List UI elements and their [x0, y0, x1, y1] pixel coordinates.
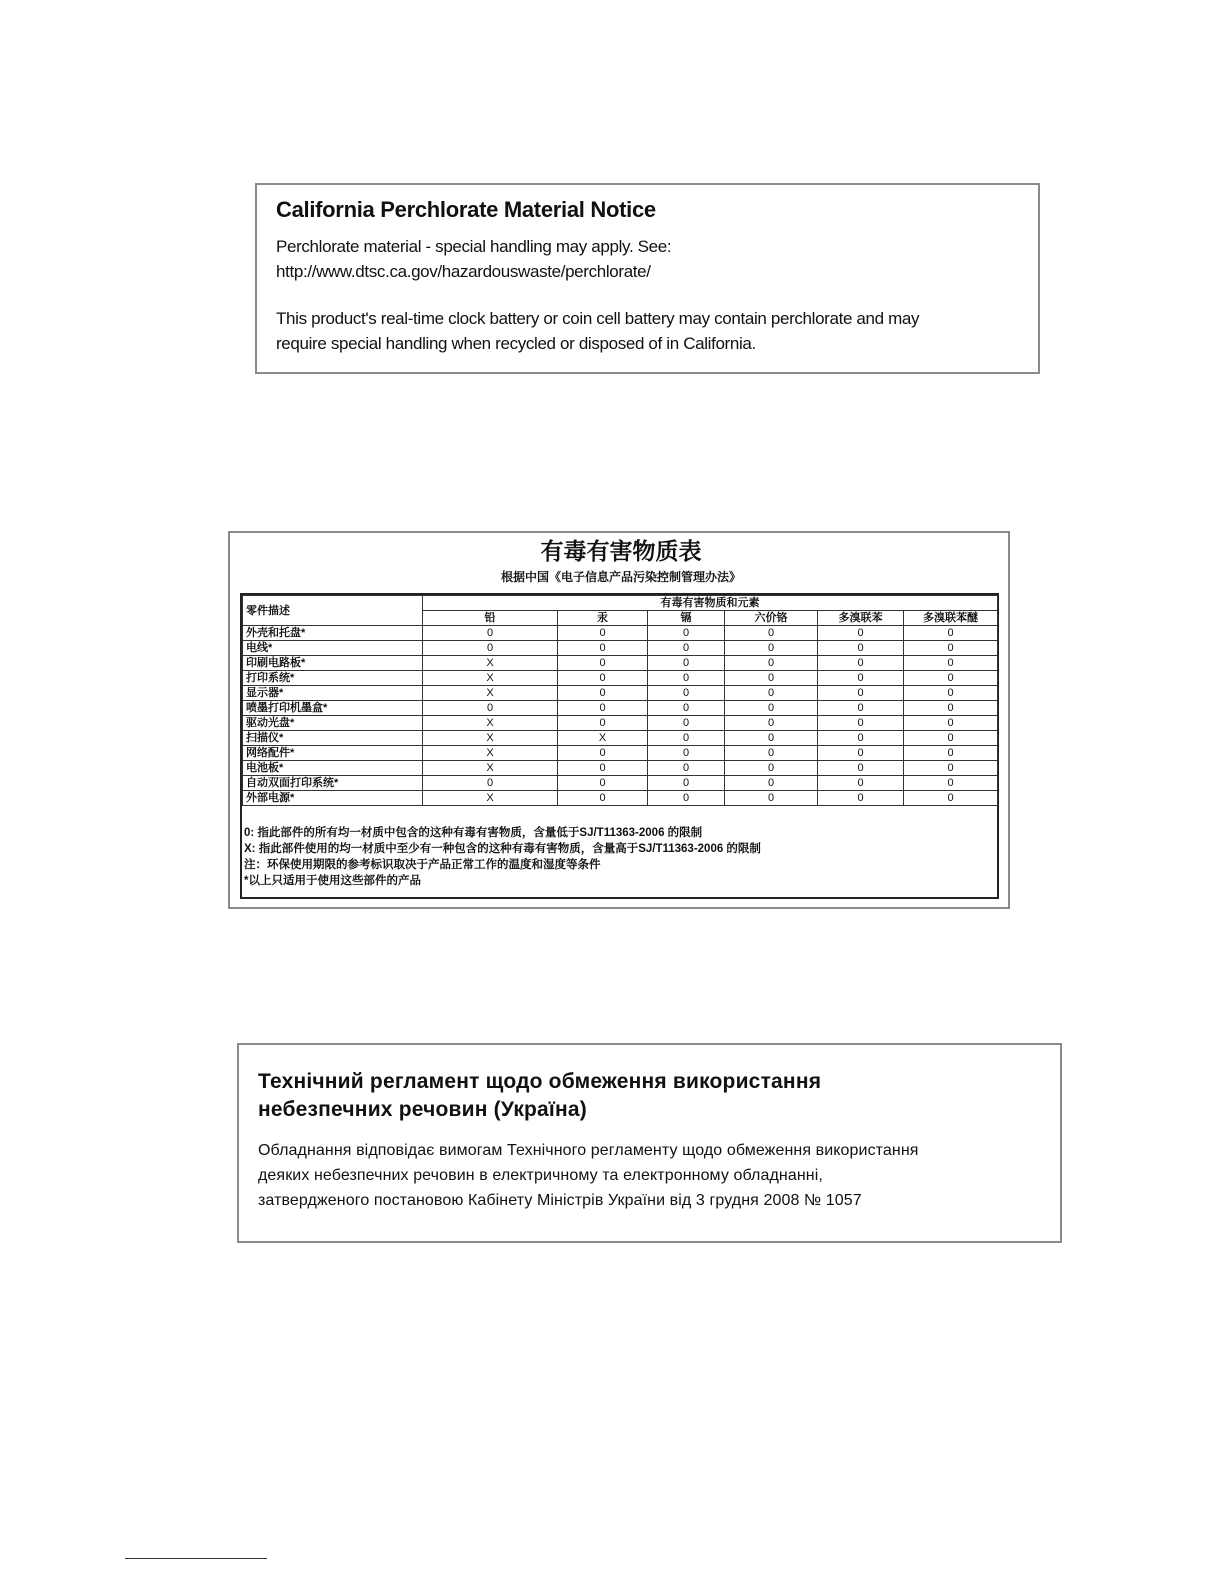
substance-value-cell: 0	[725, 701, 818, 716]
substance-value-cell: 0	[904, 701, 998, 716]
substance-value-cell: 0	[558, 626, 648, 641]
substance-value-cell: 0	[818, 761, 904, 776]
table-row	[243, 791, 998, 806]
substance-value-cell: 0	[904, 746, 998, 761]
substance-value-cell: 0	[818, 776, 904, 791]
china-hazardous-substance-table	[228, 531, 1010, 909]
substance-value-cell: 0	[818, 641, 904, 656]
ukraine-title	[258, 1068, 1042, 1124]
substance-value-cell: 0	[904, 686, 998, 701]
substance-value-cell: X	[423, 716, 558, 731]
substance-value-cell: 0	[648, 641, 725, 656]
part-name-cell: 电线*	[243, 641, 423, 656]
notice-line-1: Perchlorate material - special handling may apply. See:	[276, 237, 672, 256]
table-title: 有毒有害物质表	[540, 538, 702, 564]
table-row	[243, 671, 998, 686]
part-name-cell: 电池板*	[243, 761, 423, 776]
part-name-cell: 打印系统*	[243, 671, 423, 686]
substance-value-cell: 0	[818, 626, 904, 641]
group-header: 有毒有害物质和元素	[423, 596, 998, 611]
note-line: X: 指此部件使用的均一材质中至少有一种包含的这种有毒有害物质，含量高于SJ/T11363-2006 的限制	[244, 843, 761, 855]
part-name-cell: 印刷电路板*	[243, 656, 423, 671]
note-line: *以上只适用于使用这些部件的产品	[244, 875, 421, 887]
substance-value-cell: 0	[725, 761, 818, 776]
substance-value-cell: 0	[818, 686, 904, 701]
substance-value-cell: 0	[904, 641, 998, 656]
substance-value-cell: X	[423, 686, 558, 701]
table-row	[243, 656, 998, 671]
part-name-cell: 显示器*	[243, 686, 423, 701]
substance-value-cell: 0	[904, 656, 998, 671]
substance-value-cell: X	[558, 731, 648, 746]
substance-value-cell: 0	[423, 641, 558, 656]
table-row	[243, 731, 998, 746]
substance-value-cell: X	[423, 656, 558, 671]
note-line: 注：环保使用期限的参考标识取决于产品正常工作的温度和湿度等条件	[244, 859, 601, 871]
substance-value-cell: 0	[725, 671, 818, 686]
part-name-cell: 自动双面打印系统*	[243, 776, 423, 791]
part-name-cell: 喷墨打印机墨盒*	[243, 701, 423, 716]
notice-title: California Perchlorate Material Notice	[276, 197, 656, 222]
substance-value-cell: 0	[558, 761, 648, 776]
substance-value-cell: 0	[904, 761, 998, 776]
substance-value-cell: 0	[558, 656, 648, 671]
table-notes	[244, 825, 761, 889]
substance-value-cell: 0	[558, 641, 648, 656]
substance-value-cell: 0	[818, 731, 904, 746]
substance-value-cell: 0	[648, 761, 725, 776]
substance-value-cell: 0	[648, 776, 725, 791]
ukraine-rohs-notice	[237, 1043, 1062, 1243]
column-header: 铅	[423, 611, 558, 626]
ukraine-body-line-2: деяких небезпечних речовин в електричному та електронному обладнанні,	[258, 1167, 823, 1184]
table-row	[243, 686, 998, 701]
substance-value-cell: 0	[558, 686, 648, 701]
substance-value-cell: 0	[648, 686, 725, 701]
substance-value-cell: X	[423, 746, 558, 761]
table-body	[243, 626, 998, 806]
substance-value-cell: 0	[558, 716, 648, 731]
substance-value-cell: 0	[648, 791, 725, 806]
substance-value-cell: 0	[648, 626, 725, 641]
table-row	[243, 626, 998, 641]
substance-value-cell: 0	[725, 776, 818, 791]
part-name-cell: 扫描仪*	[243, 731, 423, 746]
substance-value-cell: 0	[558, 791, 648, 806]
ukraine-body-line-3: затвердженого постановою Кабінету Міністрів України від 3 грудня 2008 № 1057	[258, 1192, 862, 1209]
substance-value-cell: 0	[725, 731, 818, 746]
substance-value-cell: 0	[904, 716, 998, 731]
table-row	[243, 701, 998, 716]
table-row	[243, 716, 998, 731]
note-line: 0: 指此部件的所有均一材质中包含的这种有毒有害物质，含量低于SJ/T11363-2006 的限制	[244, 827, 703, 839]
substance-value-cell: 0	[818, 671, 904, 686]
table-row	[243, 746, 998, 761]
substance-value-cell: 0	[558, 701, 648, 716]
substance-value-cell: 0	[904, 731, 998, 746]
column-header: 六价铬	[725, 611, 818, 626]
substance-value-cell: X	[423, 731, 558, 746]
table-row	[243, 641, 998, 656]
column-header: 镉	[648, 611, 725, 626]
substance-value-cell: 0	[725, 791, 818, 806]
substance-value-cell: 0	[725, 686, 818, 701]
table-row	[243, 761, 998, 776]
ukraine-body-line-1: Обладнання відповідає вимогам Технічного регламенту щодо обмеження використання	[258, 1142, 919, 1159]
part-name-cell: 网络配件*	[243, 746, 423, 761]
substance-value-cell: 0	[725, 641, 818, 656]
table-subtitle: 根据中国《电子信息产品污染控制管理办法》	[500, 570, 741, 584]
substance-value-cell: 0	[904, 776, 998, 791]
column-header: 汞	[558, 611, 648, 626]
notice-url: http://www.dtsc.ca.gov/hazardouswaste/perchlorate/	[276, 262, 651, 281]
substance-value-cell: 0	[725, 716, 818, 731]
substance-value-cell: 0	[423, 626, 558, 641]
substance-value-cell: 0	[558, 776, 648, 791]
substance-value-cell: 0	[904, 671, 998, 686]
table-row	[243, 776, 998, 791]
part-name-cell: 外部电源*	[243, 791, 423, 806]
substance-value-cell: 0	[725, 746, 818, 761]
substance-value-cell: 0	[648, 716, 725, 731]
substance-value-cell: 0	[818, 746, 904, 761]
substance-value-cell: 0	[818, 791, 904, 806]
substance-value-cell: X	[423, 761, 558, 776]
ukraine-title-line-2: небезпечних речовин (Україна)	[258, 1098, 587, 1121]
substance-value-cell: 0	[648, 746, 725, 761]
table-frame	[240, 593, 999, 899]
substance-value-cell: 0	[818, 716, 904, 731]
substance-value-cell: 0	[558, 671, 648, 686]
substance-value-cell: 0	[904, 626, 998, 641]
ukraine-title-line-1: Технічний регламент щодо обмеження використання	[258, 1070, 822, 1093]
part-header: 零件描述	[243, 596, 423, 626]
substance-value-cell: 0	[648, 671, 725, 686]
substance-value-cell: 0	[818, 701, 904, 716]
substance-value-cell: 0	[648, 731, 725, 746]
footnote-rule	[125, 1558, 267, 1559]
substance-value-cell: 0	[423, 701, 558, 716]
substance-value-cell: 0	[725, 656, 818, 671]
notice-line-2: This product's real-time clock battery or coin cell battery may contain perchlorate and may	[276, 309, 920, 328]
substance-value-cell: 0	[818, 656, 904, 671]
part-name-cell: 驱动光盘*	[243, 716, 423, 731]
substance-value-cell: 0	[558, 746, 648, 761]
column-header: 多溴联苯醚	[904, 611, 998, 626]
column-header: 多溴联苯	[818, 611, 904, 626]
notice-line-3: require special handling when recycled or disposed of in California.	[276, 334, 756, 353]
substance-value-cell: 0	[725, 626, 818, 641]
substance-value-cell: X	[423, 671, 558, 686]
california-perchlorate-notice	[255, 183, 1040, 374]
substance-table	[242, 595, 998, 806]
substance-value-cell: 0	[648, 656, 725, 671]
substance-value-cell: 0	[423, 776, 558, 791]
part-name-cell: 外壳和托盘*	[243, 626, 423, 641]
ukraine-body	[258, 1138, 1042, 1213]
substance-value-cell: 0	[904, 791, 998, 806]
substance-value-cell: 0	[648, 701, 725, 716]
substance-value-cell: X	[423, 791, 558, 806]
